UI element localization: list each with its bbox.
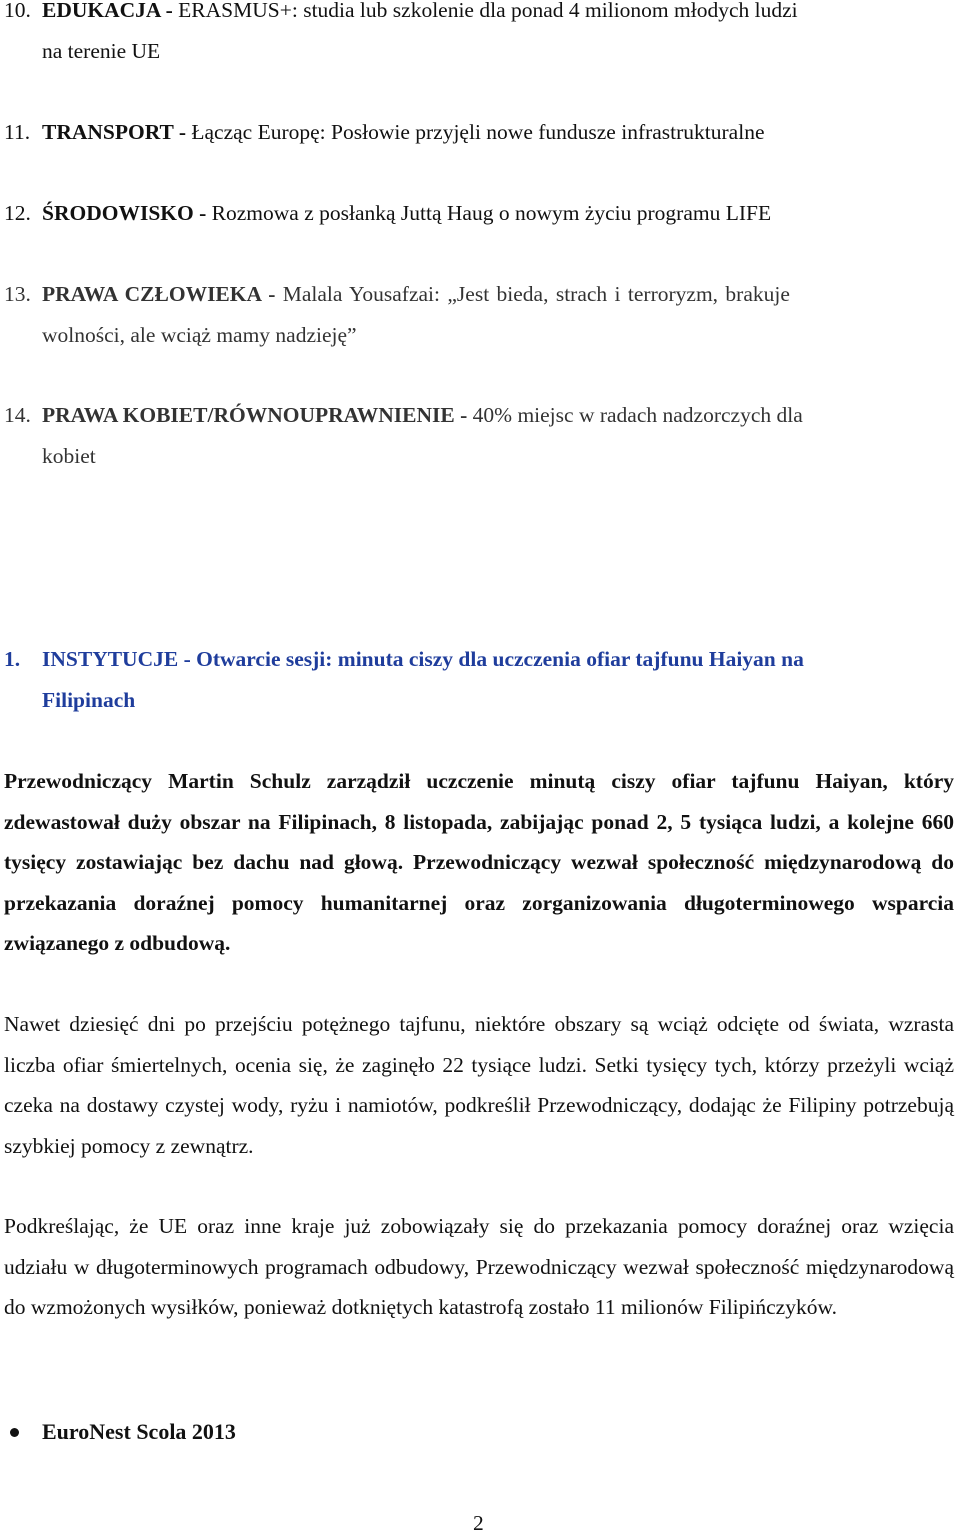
- article-lead: Przewodniczący Martin Schulz zarządził uczczenie minutą ciszy ofiar tajfunu Haiyan, który zdewastował duży obszar na Filipinach, 8 listopada, zabijając ponad 2, 5 tysiąca ludzi, a kolejne 660 tysięcy zostawiając bez dachu nad głową. Przewodniczący wezwał społeczność międzynarodową do przekazania doraźnej pomocy humanitarnej oraz zorganizowania długoterminowego wsparcia związanego z odbudową.: [4, 769, 954, 955]
- item-text-cont: kobiet: [42, 444, 96, 468]
- item-text: 40% miejsc w radach nadzorczych dla: [467, 403, 803, 427]
- page-number: 2: [473, 1511, 484, 1535]
- article-paragraph: Podkreślając, że UE oraz inne kraje już zobowiązały się do przekazania pomocy doraźnej oraz wzięcia udziału w długoterminowych programach odbudowy, Przewodniczący wezwał społeczność międzynarodową do wzmożonych wysiłków, ponieważ dotkniętych katastrofą zostało 11 milionów Filipińczyków.: [4, 1214, 954, 1319]
- list-item: [4, 193, 954, 234]
- item-number: 11.: [4, 120, 31, 144]
- article-heading: [4, 639, 954, 721]
- item-number: 12.: [4, 201, 31, 225]
- item-number: 13.: [4, 282, 31, 306]
- item-text-cont: wolności, ale wciąż mamy nadzieję”: [42, 323, 357, 347]
- article-title-line1: INSTYTUCJE - Otwarcie sesji: minuta ciszy dla uczczenia ofiar tajfunu Haiyan na: [42, 647, 804, 671]
- article-title-line2: Filipinach: [42, 688, 136, 712]
- item-text: Malala Yousafzai: „Jest bieda, strach i terroryzm, brakuje: [275, 282, 790, 306]
- list-item: [4, 274, 954, 356]
- article-paragraph: Nawet dziesięć dni po przejściu potężnego tajfunu, niektóre obszary są wciąż odcięte od świata, wzrasta liczba ofiar śmiertelnych, ocenia się, że zaginęło 22 tysiące ludzi. Setki tysięcy tych, którzy przeżyli wciąż czeka na dostawy czystej wody, ryżu i namiotów, podkreślił Przewodniczący, dodając że Filipiny potrzebują szybkiej pomocy z zewnątrz.: [4, 1012, 954, 1158]
- article-number: 1.: [4, 647, 21, 671]
- bullet-text: EuroNest Scola 2013: [42, 1419, 236, 1444]
- item-text: ERASMUS+: studia lub szkolenie dla ponad 4 milionom młodych ludzi: [172, 0, 798, 22]
- item-heading: TRANSPORT -: [42, 120, 186, 144]
- item-heading: ŚRODOWISKO -: [42, 201, 207, 225]
- list-item: [4, 395, 954, 477]
- item-number: 10.: [4, 0, 31, 22]
- item-text-cont: na terenie UE: [42, 39, 161, 63]
- bullet-icon: [10, 1428, 19, 1437]
- item-number: 14.: [4, 403, 31, 427]
- item-heading: EDUKACJA -: [42, 0, 173, 22]
- item-heading: PRAWA KOBIET/RÓWNOUPRAWNIENIE -: [42, 403, 468, 427]
- item-text: Rozmowa z posłanką Juttą Haug o nowym życiu programu LIFE: [206, 201, 772, 225]
- item-text: Łącząc Europę: Posłowie przyjęli nowe fundusze infrastrukturalne: [186, 120, 765, 144]
- list-item: [4, 0, 954, 72]
- item-heading: PRAWA CZŁOWIEKA -: [42, 282, 276, 306]
- list-item: [4, 112, 954, 153]
